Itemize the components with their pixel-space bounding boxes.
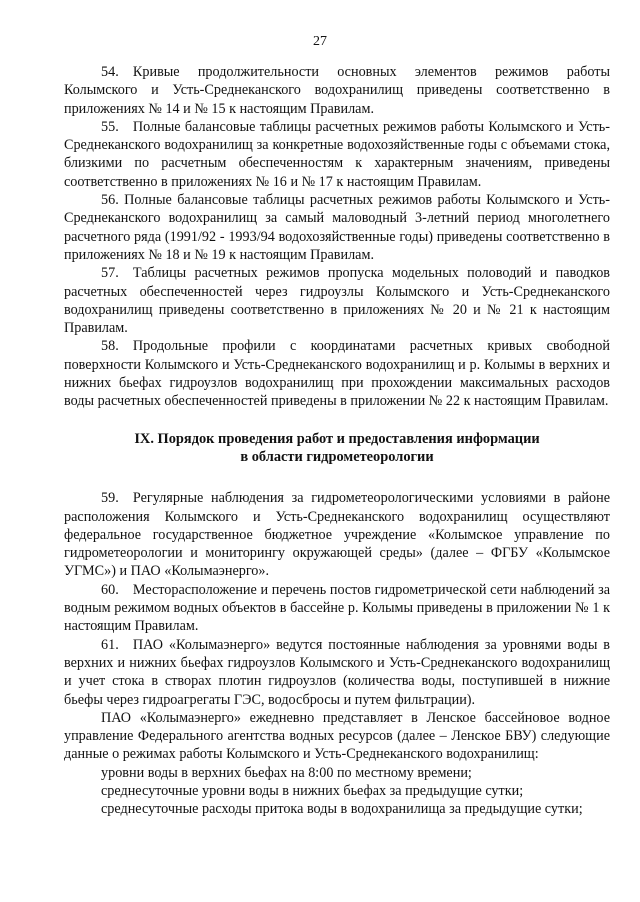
- paragraph-57: 57. Таблицы расчетных режимов пропуска модельных половодий и паводков расчетных обеспеченностей через гидроузлы Колымского и Усть-Среднеканского водохранилищ приведены соответственно в приложениях № 20 и № 21 к настоящим Правилам.: [64, 265, 610, 337]
- section-heading-line-1: IX. Порядок проведения работ и предоставления информации: [134, 430, 540, 447]
- list-item: уровни воды в верхних бьефах на 8:00 по местному времени;: [101, 764, 472, 781]
- page-number: 27: [313, 34, 327, 49]
- section-heading: [64, 430, 610, 467]
- section-heading-line-2: в области гидрометеорологии: [240, 448, 434, 465]
- paragraph-58: 58. Продольные профили с координатами расчетных кривых свободной поверхности Колымского и Усть-Среднеканского водохранилищ и р. Колымы в верхних и нижних бьефах гидроузлов водохранилищ при прохождении максимальных расходов воды расчетных обеспеченностей приведены в приложении № 22 к настоящим Правилам.: [64, 338, 610, 410]
- paragraph-61: 61. ПАО «Колымаэнерго» ведутся постоянные наблюдения за уровнями воды в верхних и нижних бьефах гидроузлов Колымского и Усть-Среднеканского водохранилищ и учет стока в створах плотин гидроузлов (количества воды, поступившей в нижние бьефы через гидроагрегаты ГЭС, водосбросы и путем фильтрации).: [64, 636, 610, 708]
- paragraph-60: 60. Месторасположение и перечень постов гидрометрической сети наблюдений за водным режимом водных объектов в бассейне р. Колымы приведены в приложении № 1 к настоящим Правилам.: [64, 581, 610, 635]
- paragraph-61-continued: ПАО «Колымаэнерго» ежедневно представляет в Ленское бассейновое водное управление Федерального агентства водных ресурсов (далее – Ленское БВУ) следующие данные о режимах работы Колымского и Усть-Среднеканского водохранилищ:: [64, 709, 610, 763]
- paragraph-59: 59. Регулярные наблюдения за гидрометеорологическими условиями в районе расположения Колымского и Усть-Среднеканского водохранилищ осуществляют федеральное государственное бюджетное учреждение «Колымское управление по гидрометеорологии и мониторингу окружающей среды» (далее – ФГБУ «Колымское УГМС») и ПАО «Колымаэнерго».: [64, 490, 610, 580]
- paragraph-56: 56. Полные балансовые таблицы расчетных режимов работы Колымского и Усть-Среднеканского водохранилищ за самый маловодный 3-летний период многолетнего расчетного ряда (1991/92 - 1993/94 водохозяйственные годы) приведены соответственно в приложениях № 18 и № 19 к настоящим Правилам.: [64, 192, 610, 263]
- list-item: среднесуточные расходы притока воды в водохранилища за предыдущие сутки;: [101, 801, 583, 818]
- paragraph-54: 54. Кривые продолжительности основных элементов режимов работы Колымского и Усть-Среднеканского водохранилищ приведены соответственно в приложениях № 14 и № 15 к настоящим Правилам.: [64, 64, 610, 117]
- list-item: среднесуточные уровни воды в нижних бьефах за предыдущие сутки;: [101, 782, 524, 799]
- paragraph-55: 55. Полные балансовые таблицы расчетных режимов работы Колымского и Усть-Среднеканского водохранилищ за конкретные водохозяйственные годы с объемами стока, близкими по расчетным обеспеченностям к характерным значениям, приведены соответственно в приложениях № 16 и № 17 к настоящим Правилам.: [64, 118, 610, 190]
- document-body: [64, 63, 610, 819]
